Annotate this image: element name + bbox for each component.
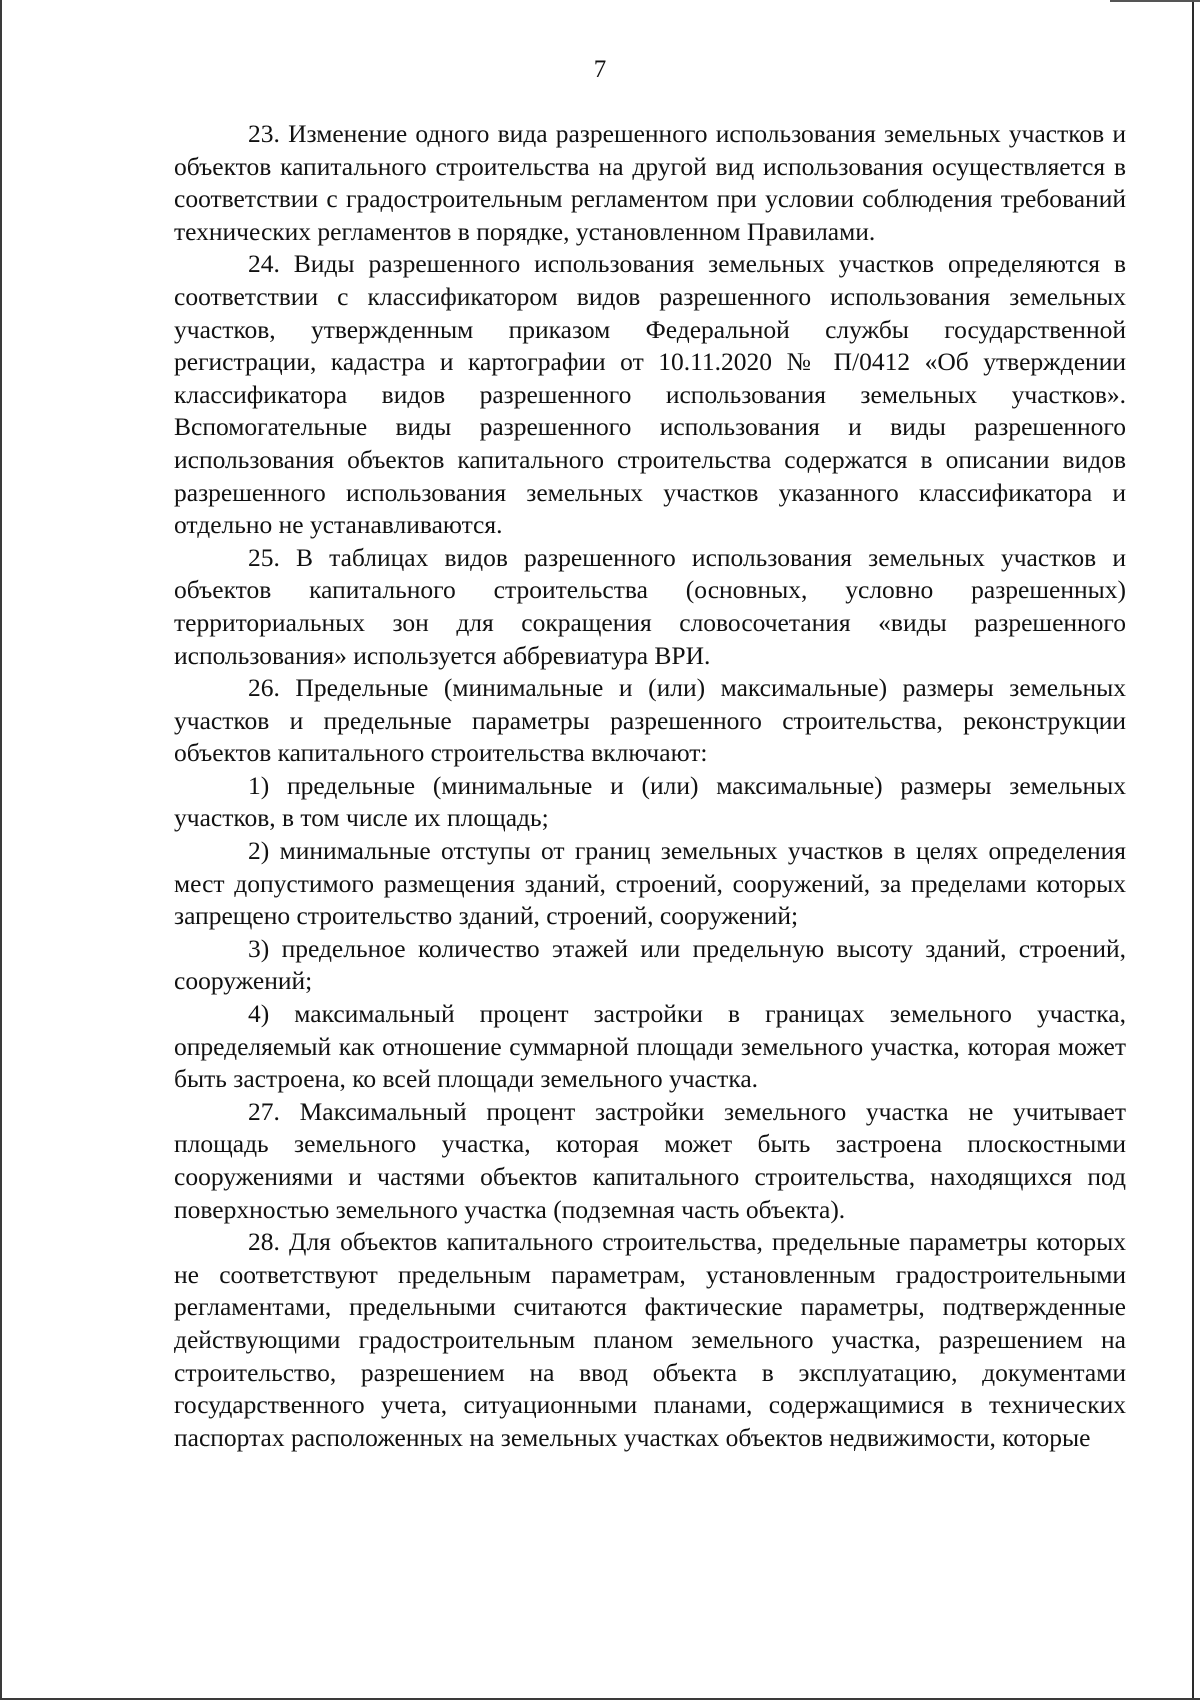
paragraph-27: 27. Максимальный процент застройки земельного участка не учитывает площадь земельного участка, которая может быть застроена плоскостными сооружениями и частями объектов капитального строительства, находящихся под поверхностью земельного участка (подземная часть объекта). [174, 1096, 1126, 1224]
paragraph-25: 25. В таблицах видов разрешенного использования земельных участков и объектов капитального строительства (основных, условно разрешенных) территориальных зон для сокращения словосочетания «виды разрешенного использования» используется аббревиатура ВРИ. [174, 542, 1126, 670]
paragraph-26-item-3: 3) предельное количество этажей или предельную высоту зданий, строений, сооружений; [174, 933, 1126, 996]
paragraph-26: 26. Предельные (минимальные и (или) максимальные) размеры земельных участков и предельные параметры разрешенного строительства, реконструкции объектов капитального строительства включают: [174, 673, 1126, 768]
scan-border-left [0, 0, 2, 1700]
paragraph-26-item-1: 1) предельные (минимальные и (или) максимальные) размеры земельных участков, в том числе их площадь; [174, 770, 1126, 833]
document-body [174, 118, 1126, 1454]
paragraph-23: 23. Изменение одного вида разрешенного использования земельных участков и объектов капитального строительства на другой вид использования осуществляется в соответствии с градостроительным регламентом при условии соблюдения требований технических регламентов в порядке, установленном Правилами. [174, 119, 1126, 246]
paragraph-26-item-2: 2) минимальные отступы от границ земельных участков в целях определения мест допустимого размещения зданий, строений, сооружений, за пределами которых запрещено строительство зданий, строений, сооружений; [174, 836, 1126, 931]
paragraph-26-item-4: 4) максимальный процент застройки в границах земельного участка, определяемый как отношение суммарной площади земельного участка, которая может быть застроена, ко всей площади земельного участка. [174, 999, 1126, 1094]
scan-border-top [1110, 0, 1200, 2]
paragraph-28: 28. Для объектов капитального строительства, предельные параметры которых не соответствуют предельным параметрам, установленным градостроительными регламентами, предельными считаются фактические параметры, подтвержденные действующими градостроительным планом земельного участка, разрешением на строительство, разрешением на ввод объекта в эксплуатацию, документами государственного учета, ситуационными планами, содержащимися в технических паспортах расположенных на земельных участках объектов недвижимости, которые [174, 1227, 1126, 1452]
scan-border-right [1192, 0, 1194, 1700]
paragraph-24: 24. Виды разрешенного использования земельных участков определяются в соответствии с классификатором видов разрешенного использования земельных участков, утвержденным приказом Федеральной службы государственной регистрации, кадастра и картографии от 10.11.2020 № П/0412 «Об утверждении классификатора видов разрешенного использования земельных участков». Вспомогательные виды разрешенного использования и виды разрешенного использования объектов капитального строительства содержатся в описании видов разрешенного использования земельных участков указанного классификатора и отдельно не устанавливаются. [174, 249, 1126, 540]
page-number: 7 [593, 56, 607, 83]
